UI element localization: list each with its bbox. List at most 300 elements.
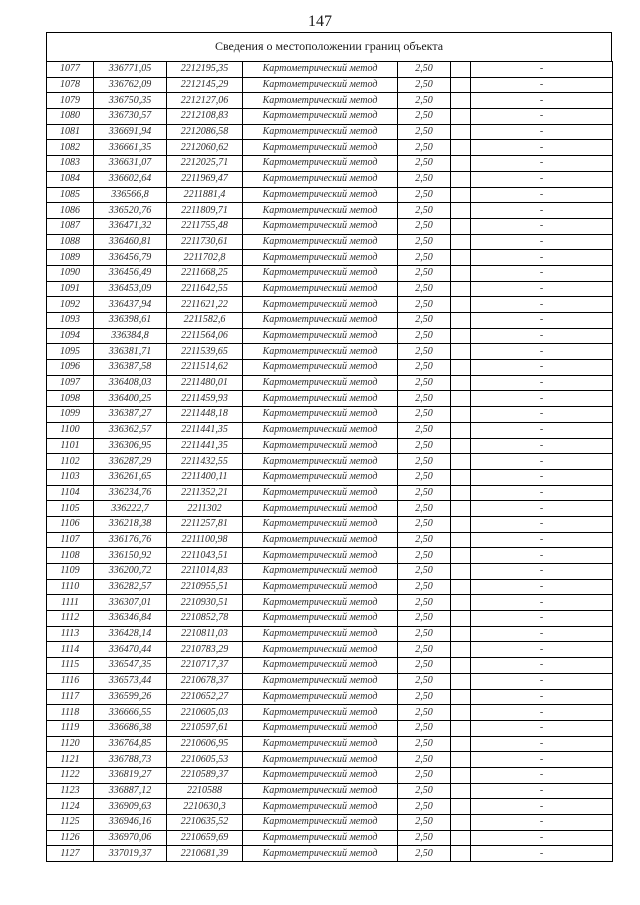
x-coordinate-cell: 336887,12 — [94, 783, 167, 799]
description-cell: - — [471, 469, 613, 485]
x-coordinate-cell: 336750,35 — [94, 93, 167, 109]
x-coordinate-cell: 336764,85 — [94, 736, 167, 752]
y-coordinate-cell: 2210589,37 — [167, 767, 243, 783]
table-row — [47, 846, 613, 862]
y-coordinate-cell: 2210955,51 — [167, 579, 243, 595]
method-cell: Картометрический метод — [243, 830, 398, 846]
accuracy-cell: 2,50 — [398, 485, 451, 501]
method-cell: Картометрический метод — [243, 815, 398, 831]
point-number-cell: 1125 — [47, 815, 94, 831]
accuracy-cell: 2,50 — [398, 62, 451, 78]
table-row — [47, 767, 613, 783]
x-coordinate-cell: 336666,55 — [94, 705, 167, 721]
spacer-cell — [451, 93, 471, 109]
y-coordinate-cell: 2211441,35 — [167, 422, 243, 438]
table-row — [47, 62, 613, 78]
method-cell: Картометрический метод — [243, 187, 398, 203]
accuracy-cell: 2,50 — [398, 313, 451, 329]
accuracy-cell: 2,50 — [398, 218, 451, 234]
method-cell: Картометрический метод — [243, 846, 398, 862]
method-cell: Картометрический метод — [243, 454, 398, 470]
description-cell: - — [471, 642, 613, 658]
point-number-cell: 1089 — [47, 250, 94, 266]
accuracy-cell: 2,50 — [398, 736, 451, 752]
y-coordinate-cell: 2210678,37 — [167, 673, 243, 689]
x-coordinate-cell: 336460,81 — [94, 234, 167, 250]
spacer-cell — [451, 454, 471, 470]
method-cell: Картометрический метод — [243, 548, 398, 564]
y-coordinate-cell: 2211480,01 — [167, 375, 243, 391]
table-row — [47, 391, 613, 407]
x-coordinate-cell: 336150,92 — [94, 548, 167, 564]
section-title: Сведения о местоположении границ объекта — [214, 39, 444, 53]
table-row — [47, 532, 613, 548]
x-coordinate-cell: 336762,09 — [94, 77, 167, 93]
description-cell: - — [471, 846, 613, 862]
x-coordinate-cell: 336387,27 — [94, 407, 167, 423]
point-number-cell: 1107 — [47, 532, 94, 548]
spacer-cell — [451, 124, 471, 140]
y-coordinate-cell: 2211564,06 — [167, 328, 243, 344]
y-coordinate-cell: 2210811,03 — [167, 626, 243, 642]
point-number-cell: 1117 — [47, 689, 94, 705]
accuracy-cell: 2,50 — [398, 815, 451, 831]
table-row — [47, 469, 613, 485]
method-cell: Картометрический метод — [243, 344, 398, 360]
accuracy-cell: 2,50 — [398, 673, 451, 689]
method-cell: Картометрический метод — [243, 516, 398, 532]
y-coordinate-cell: 2211539,65 — [167, 344, 243, 360]
x-coordinate-cell: 336387,58 — [94, 360, 167, 376]
x-coordinate-cell: 336282,57 — [94, 579, 167, 595]
point-number-cell: 1080 — [47, 109, 94, 125]
point-number-cell: 1127 — [47, 846, 94, 862]
table-row — [47, 171, 613, 187]
accuracy-cell: 2,50 — [398, 548, 451, 564]
table-row — [47, 673, 613, 689]
x-coordinate-cell: 336200,72 — [94, 564, 167, 580]
accuracy-cell: 2,50 — [398, 203, 451, 219]
point-number-cell: 1124 — [47, 799, 94, 815]
description-cell: - — [471, 579, 613, 595]
x-coordinate-cell: 336730,57 — [94, 109, 167, 125]
spacer-cell — [451, 203, 471, 219]
y-coordinate-cell: 2212127,06 — [167, 93, 243, 109]
method-cell: Картометрический метод — [243, 783, 398, 799]
description-cell: - — [471, 815, 613, 831]
point-number-cell: 1121 — [47, 752, 94, 768]
x-coordinate-cell: 336408,03 — [94, 375, 167, 391]
point-number-cell: 1098 — [47, 391, 94, 407]
table-row — [47, 595, 613, 611]
point-number-cell: 1123 — [47, 783, 94, 799]
y-coordinate-cell: 2212108,83 — [167, 109, 243, 125]
spacer-cell — [451, 360, 471, 376]
spacer-cell — [451, 815, 471, 831]
table-row — [47, 736, 613, 752]
table-body — [47, 62, 613, 862]
table-row — [47, 360, 613, 376]
x-coordinate-cell: 336970,06 — [94, 830, 167, 846]
method-cell: Картометрический метод — [243, 250, 398, 266]
y-coordinate-cell: 2210605,03 — [167, 705, 243, 721]
x-coordinate-cell: 336456,79 — [94, 250, 167, 266]
spacer-cell — [451, 752, 471, 768]
x-coordinate-cell: 336471,32 — [94, 218, 167, 234]
x-coordinate-cell: 336686,38 — [94, 720, 167, 736]
y-coordinate-cell: 2211514,62 — [167, 360, 243, 376]
method-cell: Картометрический метод — [243, 673, 398, 689]
x-coordinate-cell: 336470,44 — [94, 642, 167, 658]
description-cell: - — [471, 156, 613, 172]
x-coordinate-cell: 337019,37 — [94, 846, 167, 862]
x-coordinate-cell: 336306,95 — [94, 438, 167, 454]
spacer-cell — [451, 516, 471, 532]
point-number-cell: 1099 — [47, 407, 94, 423]
description-cell: - — [471, 203, 613, 219]
description-cell: - — [471, 720, 613, 736]
table-row — [47, 375, 613, 391]
point-number-cell: 1122 — [47, 767, 94, 783]
description-cell: - — [471, 783, 613, 799]
method-cell: Картометрический метод — [243, 485, 398, 501]
spacer-cell — [451, 767, 471, 783]
description-cell: - — [471, 705, 613, 721]
y-coordinate-cell: 2211702,8 — [167, 250, 243, 266]
spacer-cell — [451, 422, 471, 438]
method-cell: Картометрический метод — [243, 799, 398, 815]
x-coordinate-cell: 336566,8 — [94, 187, 167, 203]
spacer-cell — [451, 642, 471, 658]
x-coordinate-cell: 336819,27 — [94, 767, 167, 783]
x-coordinate-cell: 336346,84 — [94, 611, 167, 627]
x-coordinate-cell: 336261,65 — [94, 469, 167, 485]
point-number-cell: 1101 — [47, 438, 94, 454]
x-coordinate-cell: 336218,38 — [94, 516, 167, 532]
point-number-cell: 1110 — [47, 579, 94, 595]
spacer-cell — [451, 328, 471, 344]
y-coordinate-cell: 2211100,98 — [167, 532, 243, 548]
x-coordinate-cell: 336381,71 — [94, 344, 167, 360]
point-number-cell: 1096 — [47, 360, 94, 376]
accuracy-cell: 2,50 — [398, 501, 451, 517]
spacer-cell — [451, 548, 471, 564]
table-row — [47, 77, 613, 93]
method-cell: Картометрический метод — [243, 93, 398, 109]
spacer-cell — [451, 720, 471, 736]
method-cell: Картометрический метод — [243, 501, 398, 517]
description-cell: - — [471, 454, 613, 470]
accuracy-cell: 2,50 — [398, 407, 451, 423]
description-cell: - — [471, 407, 613, 423]
method-cell: Картометрический метод — [243, 767, 398, 783]
point-number-cell: 1085 — [47, 187, 94, 203]
description-cell: - — [471, 297, 613, 313]
point-number-cell: 1093 — [47, 313, 94, 329]
x-coordinate-cell: 336788,73 — [94, 752, 167, 768]
spacer-cell — [451, 265, 471, 281]
table-row — [47, 156, 613, 172]
accuracy-cell: 2,50 — [398, 234, 451, 250]
accuracy-cell: 2,50 — [398, 93, 451, 109]
spacer-cell — [451, 187, 471, 203]
description-cell: - — [471, 234, 613, 250]
table-row — [47, 799, 613, 815]
accuracy-cell: 2,50 — [398, 422, 451, 438]
x-coordinate-cell: 336234,76 — [94, 485, 167, 501]
y-coordinate-cell: 2212195,35 — [167, 62, 243, 78]
method-cell: Картометрический метод — [243, 642, 398, 658]
description-cell: - — [471, 830, 613, 846]
method-cell: Картометрический метод — [243, 720, 398, 736]
description-cell: - — [471, 438, 613, 454]
x-coordinate-cell: 336573,44 — [94, 673, 167, 689]
spacer-cell — [451, 736, 471, 752]
spacer-cell — [451, 375, 471, 391]
point-number-cell: 1092 — [47, 297, 94, 313]
description-cell: - — [471, 328, 613, 344]
boundary-points-table — [46, 61, 613, 862]
spacer-cell — [451, 469, 471, 485]
description-cell: - — [471, 673, 613, 689]
table-row — [47, 281, 613, 297]
point-number-cell: 1077 — [47, 62, 94, 78]
y-coordinate-cell: 2212025,71 — [167, 156, 243, 172]
y-coordinate-cell: 2210630,3 — [167, 799, 243, 815]
x-coordinate-cell: 336946,16 — [94, 815, 167, 831]
accuracy-cell: 2,50 — [398, 611, 451, 627]
table-row — [47, 203, 613, 219]
y-coordinate-cell: 2211302 — [167, 501, 243, 517]
spacer-cell — [451, 673, 471, 689]
table-row — [47, 454, 613, 470]
description-cell: - — [471, 313, 613, 329]
method-cell: Картометрический метод — [243, 579, 398, 595]
description-cell: - — [471, 736, 613, 752]
accuracy-cell: 2,50 — [398, 281, 451, 297]
x-coordinate-cell: 336362,57 — [94, 422, 167, 438]
method-cell: Картометрический метод — [243, 689, 398, 705]
spacer-cell — [451, 281, 471, 297]
accuracy-cell: 2,50 — [398, 375, 451, 391]
point-number-cell: 1102 — [47, 454, 94, 470]
spacer-cell — [451, 485, 471, 501]
description-cell: - — [471, 265, 613, 281]
table-row — [47, 564, 613, 580]
y-coordinate-cell: 2210597,61 — [167, 720, 243, 736]
accuracy-cell: 2,50 — [398, 77, 451, 93]
point-number-cell: 1090 — [47, 265, 94, 281]
method-cell: Картометрический метод — [243, 469, 398, 485]
point-number-cell: 1119 — [47, 720, 94, 736]
accuracy-cell: 2,50 — [398, 140, 451, 156]
x-coordinate-cell: 336691,94 — [94, 124, 167, 140]
table-row — [47, 265, 613, 281]
point-number-cell: 1112 — [47, 611, 94, 627]
description-cell: - — [471, 344, 613, 360]
spacer-cell — [451, 218, 471, 234]
x-coordinate-cell: 336631,07 — [94, 156, 167, 172]
table-row — [47, 642, 613, 658]
accuracy-cell: 2,50 — [398, 532, 451, 548]
point-number-cell: 1104 — [47, 485, 94, 501]
point-number-cell: 1086 — [47, 203, 94, 219]
spacer-cell — [451, 658, 471, 674]
x-coordinate-cell: 336547,35 — [94, 658, 167, 674]
method-cell: Картометрический метод — [243, 564, 398, 580]
y-coordinate-cell: 2212086,58 — [167, 124, 243, 140]
table-row — [47, 407, 613, 423]
accuracy-cell: 2,50 — [398, 767, 451, 783]
point-number-cell: 1113 — [47, 626, 94, 642]
method-cell: Картометрический метод — [243, 171, 398, 187]
method-cell: Картометрический метод — [243, 407, 398, 423]
accuracy-cell: 2,50 — [398, 799, 451, 815]
y-coordinate-cell: 2211257,81 — [167, 516, 243, 532]
y-coordinate-cell: 2210605,53 — [167, 752, 243, 768]
table-row — [47, 187, 613, 203]
description-cell: - — [471, 171, 613, 187]
table-row — [47, 234, 613, 250]
y-coordinate-cell: 2211809,71 — [167, 203, 243, 219]
description-cell: - — [471, 375, 613, 391]
method-cell: Картометрический метод — [243, 140, 398, 156]
point-number-cell: 1078 — [47, 77, 94, 93]
method-cell: Картометрический метод — [243, 265, 398, 281]
description-cell: - — [471, 218, 613, 234]
point-number-cell: 1084 — [47, 171, 94, 187]
description-cell: - — [471, 595, 613, 611]
y-coordinate-cell: 2210659,69 — [167, 830, 243, 846]
y-coordinate-cell: 2211969,47 — [167, 171, 243, 187]
table-row — [47, 548, 613, 564]
y-coordinate-cell: 2211668,25 — [167, 265, 243, 281]
method-cell: Картометрический метод — [243, 595, 398, 611]
spacer-cell — [451, 846, 471, 862]
description-cell: - — [471, 93, 613, 109]
x-coordinate-cell: 336599,26 — [94, 689, 167, 705]
method-cell: Картометрический метод — [243, 705, 398, 721]
table-row — [47, 140, 613, 156]
accuracy-cell: 2,50 — [398, 265, 451, 281]
y-coordinate-cell: 2212060,62 — [167, 140, 243, 156]
spacer-cell — [451, 62, 471, 78]
table-row — [47, 124, 613, 140]
x-coordinate-cell: 336176,76 — [94, 532, 167, 548]
spacer-cell — [451, 595, 471, 611]
point-number-cell: 1103 — [47, 469, 94, 485]
description-cell: - — [471, 391, 613, 407]
description-cell: - — [471, 799, 613, 815]
point-number-cell: 1094 — [47, 328, 94, 344]
table-row — [47, 830, 613, 846]
accuracy-cell: 2,50 — [398, 642, 451, 658]
point-number-cell: 1095 — [47, 344, 94, 360]
x-coordinate-cell: 336909,63 — [94, 799, 167, 815]
accuracy-cell: 2,50 — [398, 846, 451, 862]
y-coordinate-cell: 2211432,55 — [167, 454, 243, 470]
spacer-cell — [451, 438, 471, 454]
point-number-cell: 1088 — [47, 234, 94, 250]
description-cell: - — [471, 752, 613, 768]
spacer-cell — [451, 783, 471, 799]
method-cell: Картометрический метод — [243, 736, 398, 752]
x-coordinate-cell: 336520,76 — [94, 203, 167, 219]
table-row — [47, 93, 613, 109]
x-coordinate-cell: 336307,01 — [94, 595, 167, 611]
table-row — [47, 658, 613, 674]
x-coordinate-cell: 336287,29 — [94, 454, 167, 470]
description-cell: - — [471, 422, 613, 438]
description-cell: - — [471, 501, 613, 517]
point-number-cell: 1081 — [47, 124, 94, 140]
spacer-cell — [451, 297, 471, 313]
y-coordinate-cell: 2210783,29 — [167, 642, 243, 658]
accuracy-cell: 2,50 — [398, 391, 451, 407]
table-row — [47, 626, 613, 642]
description-cell: - — [471, 767, 613, 783]
method-cell: Картометрический метод — [243, 360, 398, 376]
x-coordinate-cell: 336400,25 — [94, 391, 167, 407]
y-coordinate-cell: 2211014,83 — [167, 564, 243, 580]
y-coordinate-cell: 2211730,61 — [167, 234, 243, 250]
description-cell: - — [471, 548, 613, 564]
accuracy-cell: 2,50 — [398, 579, 451, 595]
accuracy-cell: 2,50 — [398, 595, 451, 611]
accuracy-cell: 2,50 — [398, 720, 451, 736]
method-cell: Картометрический метод — [243, 422, 398, 438]
spacer-cell — [451, 234, 471, 250]
spacer-cell — [451, 344, 471, 360]
method-cell: Картометрический метод — [243, 281, 398, 297]
point-number-cell: 1083 — [47, 156, 94, 172]
y-coordinate-cell: 2210717,37 — [167, 658, 243, 674]
x-coordinate-cell: 336384,8 — [94, 328, 167, 344]
point-number-cell: 1118 — [47, 705, 94, 721]
accuracy-cell: 2,50 — [398, 156, 451, 172]
spacer-cell — [451, 799, 471, 815]
accuracy-cell: 2,50 — [398, 250, 451, 266]
y-coordinate-cell: 2211400,11 — [167, 469, 243, 485]
method-cell: Картометрический метод — [243, 62, 398, 78]
spacer-cell — [451, 532, 471, 548]
y-coordinate-cell: 2210635,52 — [167, 815, 243, 831]
description-cell: - — [471, 689, 613, 705]
y-coordinate-cell: 2211352,21 — [167, 485, 243, 501]
x-coordinate-cell: 336398,61 — [94, 313, 167, 329]
point-number-cell: 1106 — [47, 516, 94, 532]
method-cell: Картометрический метод — [243, 328, 398, 344]
accuracy-cell: 2,50 — [398, 438, 451, 454]
accuracy-cell: 2,50 — [398, 516, 451, 532]
table-row — [47, 720, 613, 736]
y-coordinate-cell: 2211448,18 — [167, 407, 243, 423]
point-number-cell: 1108 — [47, 548, 94, 564]
table-row — [47, 705, 613, 721]
accuracy-cell: 2,50 — [398, 783, 451, 799]
x-coordinate-cell: 336771,05 — [94, 62, 167, 78]
accuracy-cell: 2,50 — [398, 328, 451, 344]
accuracy-cell: 2,50 — [398, 297, 451, 313]
description-cell: - — [471, 485, 613, 501]
table-row — [47, 422, 613, 438]
table-row — [47, 218, 613, 234]
description-cell: - — [471, 626, 613, 642]
point-number-cell: 1087 — [47, 218, 94, 234]
description-cell: - — [471, 516, 613, 532]
method-cell: Картометрический метод — [243, 658, 398, 674]
x-coordinate-cell: 336453,09 — [94, 281, 167, 297]
